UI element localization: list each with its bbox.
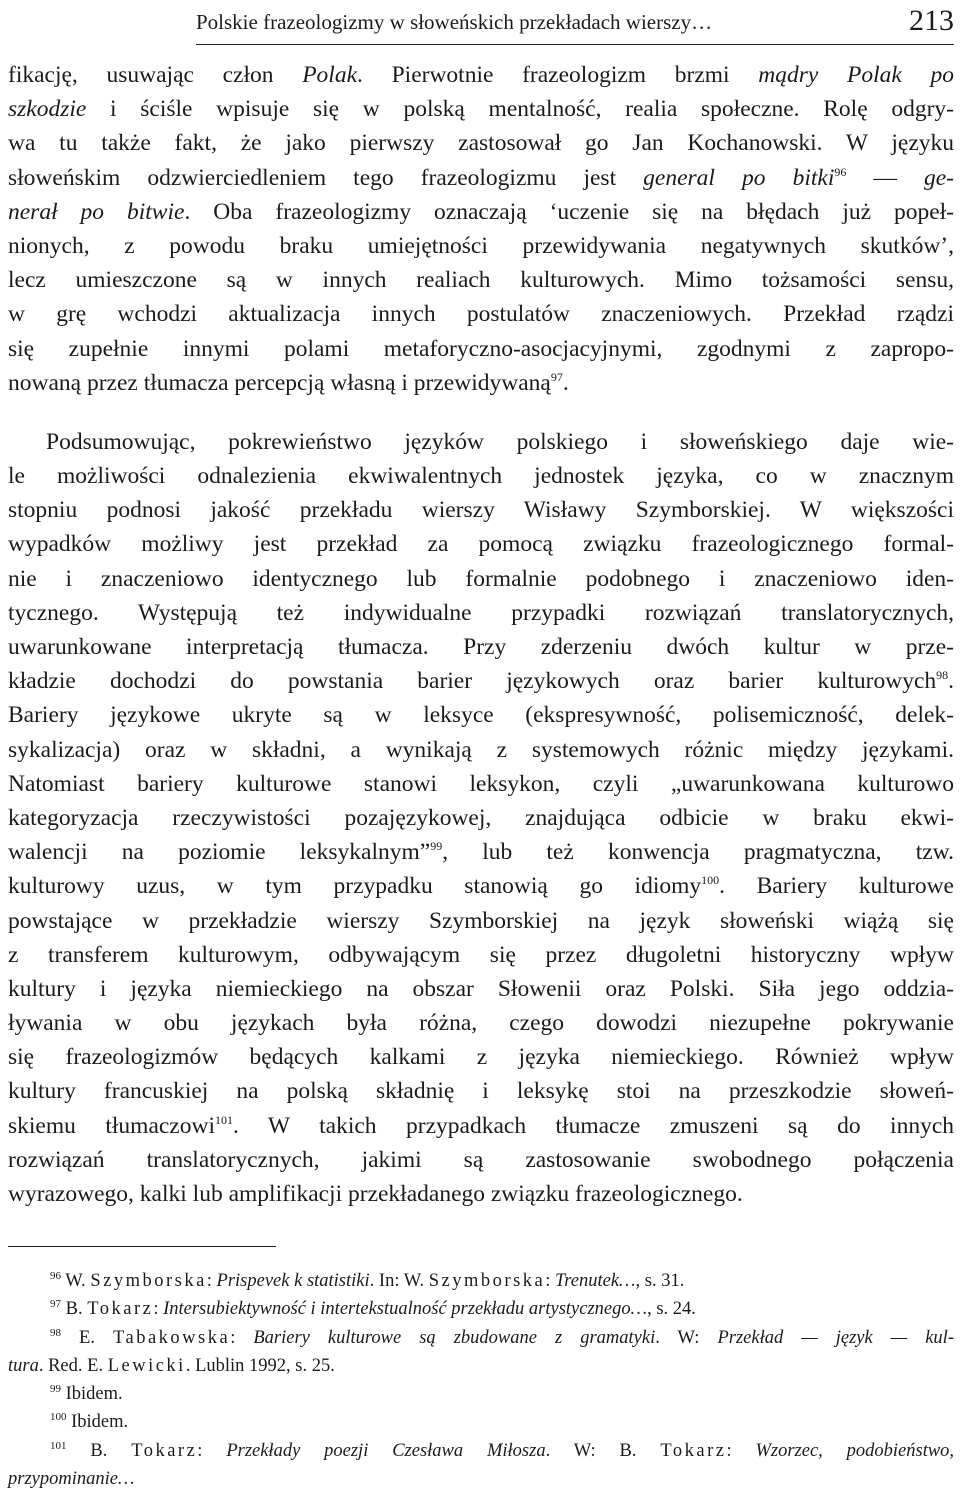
text-line: szkodzie i ściśle wpisuje się w polską mentalność, realia społeczne. Rolę odgry- (8, 96, 954, 123)
text-line: się zupełnie innymi polami metaforyczno-asocjacyjnymi, zgodnymi z zapropo- (8, 335, 954, 362)
text-line: Natomiast bariery kulturowe stanowi leksykon, czyli „uwarunkowana kulturowo (8, 770, 954, 797)
footnote-ref: 100 (701, 873, 720, 888)
footnote-97: $^{97}$ B. Tokarz: Intersubiektywność i intertekstualność przekładu artystycznego…, s. 24. (50, 1298, 696, 1320)
footnote-96: $^{96}$ W. Szymborska: Prispevek k statistiki. In: W. Szymborska: Trenutek…, s. 31. (50, 1270, 685, 1291)
text-line: walencji na poziomie leksykalnym”$^{99}$, lub też konwencja pragmatyczna, tzw. (8, 839, 954, 866)
text-line: tycznego. Występują też indywidualne przypadki rozwiązań translatorycznych, (8, 599, 954, 626)
footnote-101-continued: przypominanie… (8, 1469, 135, 1490)
text-line: Podsumowując, pokrewieństwo języków polskiego i słoweńskiego daje wie- (46, 428, 954, 455)
footnote-ref: 98 (936, 668, 949, 683)
text-line: powstające w przekładzie wierszy Szymborskiej na język słoweński wiążą się (8, 907, 954, 934)
footnote-101: $^{101}$ B. Tokarz: Przekłady poezji Czesława Miłosza. W: B. Tokarz: Wzorzec, podobieństwo, (50, 1439, 955, 1461)
text-line: nerał po bitwie. Oba frazeologizmy oznaczają ‘uczenie się na błędach już popeł- (8, 198, 955, 225)
footnote-ref: 99 (430, 839, 443, 854)
text-line: kultury francuskiej na polską składnię i leksykę stoi na przeszkodzie słoweń- (8, 1078, 954, 1105)
footnotes (8, 1267, 954, 1493)
text-line: w grę wchodzi aktualizacja innych postulatów znaczeniowych. Przekład rządzi (8, 301, 954, 328)
text-line: skiemu tłumaczowi$^{101}$. W takich przypadkach tłumacze zmuszeni są do innych (8, 1112, 954, 1139)
footnote-number: 97 (50, 1298, 61, 1311)
footnote-100: $^{100}$ Ibidem. (50, 1411, 129, 1433)
header-rule (196, 44, 954, 45)
text-line: Bariery językowe ukryte są w leksyce (ekspresywność, polisemiczność, delek- (8, 702, 954, 729)
paragraph-continuation (8, 58, 954, 400)
running-header (196, 4, 954, 40)
text-line: nionych, z powodu braku umiejętności przewidywania negatywnych skutków’, (8, 232, 954, 259)
text-line: ływania w obu językach była różna, czego dowodzi niezupełne pokrywanie (8, 1010, 954, 1037)
text-line: lecz umieszczone są w innych realiach kulturowych. Mimo tożsamości sensu, (8, 267, 954, 294)
text-line: stopniu podnosi jakość przekładu wierszy Wisławy Szymborskiej. W większości (8, 497, 954, 524)
text-line: rozwiązań translatorycznych, jakimi są zastosowanie swobodnego połączenia (8, 1146, 954, 1173)
footnote-ref: 101 (214, 1112, 233, 1127)
text-line: nowaną przez tłumacza percepcją własną i przewidywaną$^{97}$. (8, 369, 569, 396)
running-title: Polskie frazeologizmy w słoweńskich przekładach wierszy… (196, 10, 713, 34)
text-line: słoweńskim odzwierciedleniem tego frazeologizmu jest general po bitki$^{96}$ — ge- (8, 164, 954, 191)
text-line: sykalizacja) oraz w składni, a wynikają z systemowych różnic między językami. (8, 736, 954, 763)
text-line: z transferem kulturowym, odbywającym się przez długoletni historyczny wpływ (8, 941, 954, 968)
body-text (8, 58, 954, 1211)
text-line: uwarunkowane interpretacją tłumacza. Przy zderzeniu dwóch kultur w prze- (8, 634, 954, 660)
text-line: kultury i języka niemieckiego na obszar Słowenii oraz Polski. Siła jego oddzia- (8, 975, 954, 1002)
footnote-ref: 96 (834, 164, 847, 179)
footnote-99: $^{99}$ Ibidem. (50, 1383, 123, 1405)
text-line: nie i znaczeniowo identycznego lub formalnie podobnego i znaczeniowo iden- (8, 565, 954, 592)
text-line: kulturowy uzus, w tym przypadku stanowią go idiomy$^{100}$. Bariery kulturowe (8, 873, 954, 900)
footnote-number: 101 (50, 1439, 67, 1452)
footnote-number: 96 (50, 1270, 61, 1282)
footnote-98: $^{98}$ E. Tabakowska: Bariery kulturowe są zbudowane z gramatyki. W: Przekład — język — kul- (50, 1326, 954, 1348)
text-line: wypadków możliwy jest przekład za pomocą związku frazeologicznego formal- (8, 531, 954, 558)
footnote-number: 99 (50, 1383, 61, 1396)
footnote-number: 98 (50, 1326, 61, 1339)
footnote-98-continued: tura. Red. E. Lewicki. Lublin 1992, s. 25. (8, 1355, 335, 1376)
footnote-number: 100 (50, 1411, 67, 1424)
footnote-ref: 97 (550, 369, 563, 384)
text-line: kategoryzacja rzeczywistości pozajęzykowej, znajdująca odbicie w braku ekwi- (8, 804, 954, 831)
text-line: fikację, usuwając człon Polak. Pierwotnie frazeologizm brzmi mądry Polak po (8, 62, 954, 88)
text-line: le możliwości odnalezienia ekwiwalentnych jednostek języka, co w znacznym (8, 463, 954, 490)
text-line: się frazeologizmów będących kalkami z języka niemieckiego. Również wpływ (8, 1044, 954, 1071)
text-line: wyrazowego, kalki lub amplifikacji przekładanego związku frazeologicznego. (8, 1181, 743, 1207)
page-number: 213 (909, 4, 954, 37)
footnote-rule (8, 1246, 276, 1247)
paragraph-summary (8, 425, 954, 1211)
text-line: kładzie dochodzi do powstania barier językowych oraz barier kulturowych$^{98}$. (8, 668, 954, 695)
text-line: wa tu także fakt, że jako pierwszy zastosował go Jan Kochanowski. W języku (8, 130, 954, 157)
